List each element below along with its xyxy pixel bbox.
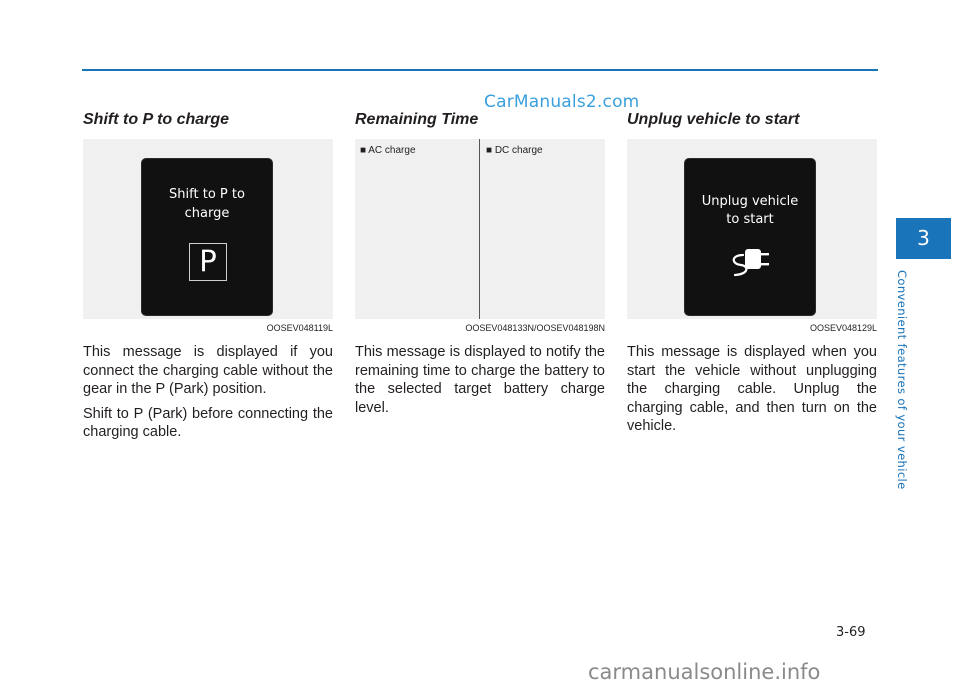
watermark-top[interactable]: CarManuals2.com [484,92,640,112]
cluster-screen-unplug [685,159,815,315]
section-title-shift-to-p: Shift to P to charge [83,111,230,128]
watermark-bottom[interactable]: carmanualsonline.info [588,660,821,684]
section-title-remaining-time: Remaining Time [355,111,479,128]
screen-line-1: Unplug vehicle [701,194,799,209]
park-p-icon: P [189,243,227,281]
section-title-unplug: Unplug vehicle to start [627,111,800,128]
paragraph: Shift to P (Park) before connecting the charging cable. [83,405,333,440]
paragraph: This message is displayed if you connect the charging cable without the gear in the P (Park) position. [83,344,333,397]
body-text-unplug [627,343,877,442]
screen-line-2: to start [726,212,774,227]
cluster-screen-shift-to-p [142,159,272,315]
image-code-3: OOSEV048129L [809,323,877,333]
panel-divider [479,139,480,319]
chapter-label: Convenient features of your vehicle [895,270,909,490]
page-number: 3-69 [836,625,866,640]
image-code-2: OOSEV048133N/OOSEV048198N [465,323,605,333]
body-text-remaining-time [355,343,605,423]
screen-line-2: charge [184,206,230,221]
charging-plug-icon [727,243,779,279]
body-text-shift-to-p [83,343,333,448]
chapter-number: 3 [917,226,930,250]
legend-dc-charge: ■ DC charge [486,145,543,156]
chapter-tab[interactable] [896,218,951,259]
panel-remaining-time [355,139,605,319]
legend-ac-charge: ■ AC charge [360,145,416,156]
panel-shift-to-p [83,139,333,319]
paragraph: This message is displayed when you start the vehicle without unplugging the charging cable. Unplug the charging cable, and then turn on the vehicle. [627,344,877,434]
panel-unplug [627,139,877,319]
screen-line-1: Shift to P to [169,187,245,202]
top-rule [82,69,878,71]
image-code-1: OOSEV048119L [266,323,333,333]
paragraph: This message is displayed to notify the remaining time to charge the battery to the selected target battery charge level. [355,344,605,416]
